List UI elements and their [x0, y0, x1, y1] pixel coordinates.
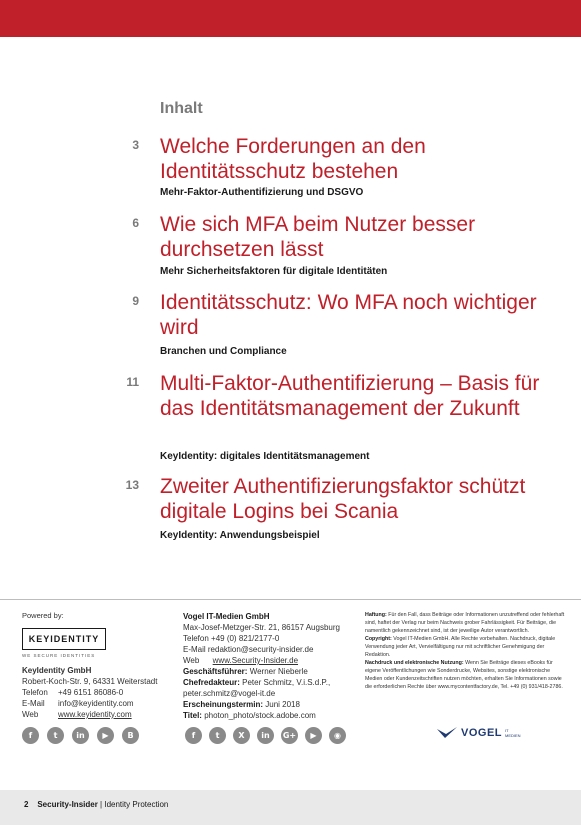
top-red-bar	[0, 0, 581, 37]
sponsor-phone: +49 6151 86086-0	[58, 688, 124, 697]
toc-subtitle: Mehr-Faktor-Authentifizierung und DSGVO	[160, 187, 364, 198]
vogel-logo-text: VOGEL	[461, 727, 503, 739]
release-date: Juni 2018	[265, 700, 300, 709]
title-credit-label: Titel:	[183, 711, 202, 720]
footer-brand: Security-Insider	[37, 800, 98, 809]
toc-page-number: 3	[132, 138, 139, 152]
toc-subtitle: Mehr Sicherheitsfaktoren für digitale Identitäten	[160, 266, 388, 277]
publisher-info	[183, 611, 353, 721]
toc-heading: Inhalt	[160, 100, 203, 117]
legal-info	[365, 611, 565, 691]
toc-title[interactable]: Welche Forderungen an den Identitätsschutz bestehen	[160, 135, 426, 183]
vogel-logo[interactable]	[436, 726, 521, 740]
sponsor-web-link[interactable]: www.keyidentity.com	[58, 710, 132, 719]
logo-tagline: WE SECURE IDENTITIES	[22, 653, 96, 658]
liability-label: Haftung:	[365, 612, 387, 618]
sponsor-address: Robert-Koch-Str. 9, 64331 Weiterstadt	[22, 677, 158, 686]
bird-icon	[436, 726, 458, 740]
reprint-text: Wenn Sie Beiträge dieses eBooks für eigene Veröffentlichungen wie Sonderdrucke, Websites, sonstige elektronische Medien oder Kundenzeitschriften nutzen möchten, erhalten Sie Informationen sowie die erforderlichen Rechte über www.mycontentfactory.de, Tel. +49 (0) 931/418-2786.	[365, 660, 563, 690]
linkedin-icon[interactable]: in	[257, 727, 274, 744]
sponsor-email-link[interactable]: info@keyidentity.com	[58, 699, 134, 708]
footer-divider	[0, 599, 581, 600]
sponsor-info	[22, 611, 172, 720]
release-label: Erscheinungstermin:	[183, 700, 264, 709]
managing-director-label: Geschäftsführer:	[183, 667, 248, 676]
youtube-icon[interactable]: ▶	[97, 727, 114, 744]
footer-section: Identity Protection	[104, 800, 169, 809]
toc-page-number: 11	[126, 375, 139, 389]
managing-director: Werner Nieberle	[249, 667, 308, 676]
editor-email[interactable]: peter.schmitz@vogel-it.de	[183, 689, 276, 698]
toc-title[interactable]: Identitätsschutz: Wo MFA noch wichtiger wird	[160, 291, 537, 339]
page-footer: 2 Security-Insider | Identity Protection	[0, 790, 581, 825]
vogel-logo-medien: MEDIEN	[505, 733, 521, 738]
liability-text: Für den Fall, dass Beiträge oder Informationen unzutreffend oder fehlerhaft sind, haftet der Verlag nur beim Nachweis grober Fahrlässigkeit. Für Beiträge, die namentlich gekennzeichnet sind, ist der jeweilige Autor verantwortlich.	[365, 612, 565, 634]
phone-label: Telefon	[22, 688, 48, 697]
toc-page-number: 13	[125, 478, 139, 492]
title-credit: photon_photo/stock.adobe.com	[204, 711, 316, 720]
twitter-icon[interactable]: t	[47, 727, 64, 744]
toc-subtitle: KeyIdentity: Anwendungsbeispiel	[160, 530, 320, 541]
youtube-icon[interactable]: ▶	[305, 727, 322, 744]
publisher-web-link[interactable]: www.Security-Insider.de	[212, 656, 299, 665]
publisher-company: Vogel IT-Medien GmbH	[183, 612, 270, 621]
blogger-icon[interactable]: B	[122, 727, 139, 744]
sponsor-social-icons	[22, 727, 139, 744]
reprint-label: Nachdruck und elektronische Nutzung:	[365, 660, 464, 666]
toc-page-number: 6	[132, 216, 139, 230]
twitter-icon[interactable]: t	[209, 727, 226, 744]
publisher-address: Max-Josef-Metzger-Str. 21, 86157 Augsburg	[183, 623, 340, 632]
publisher-social-icons	[185, 727, 346, 744]
keyidentity-logo[interactable]: KEYIDENTITY	[22, 628, 106, 650]
toc-title[interactable]: Wie sich MFA beim Nutzer besser durchsetzen lässt	[160, 213, 476, 261]
sponsor-company: KeyIdentity GmbH	[22, 666, 92, 675]
rss-icon[interactable]: ◉	[329, 727, 346, 744]
toc-title[interactable]: Multi-Faktor-Authentifizierung – Basis für das Identitätsmanagement der Zukunft	[160, 372, 540, 420]
toc-subtitle: KeyIdentity: digitales Identitätsmanagement	[160, 451, 370, 462]
email-label: E-Mail	[22, 699, 45, 708]
vogel-logo-it: IT	[505, 728, 509, 733]
editor-label: Chefredakteur:	[183, 678, 240, 687]
toc-subtitle: Branchen und Compliance	[160, 346, 287, 357]
publisher-phone: Telefon +49 (0) 821/2177-0	[183, 634, 280, 643]
copyright-label: Copyright:	[365, 636, 392, 642]
powered-by-label: Powered by:	[22, 611, 64, 620]
publisher-web-label: Web	[183, 656, 200, 665]
facebook-icon[interactable]: f	[185, 727, 202, 744]
linkedin-icon[interactable]: in	[72, 727, 89, 744]
page-number: 2	[24, 800, 29, 809]
copyright-text: Vogel IT-Medien GmbH. Alle Rechte vorbehalten. Nachdruck, digitale Verwendung jeder Art, Vervielfältigung nur mit schriftlicher Genehmigung der Redaktion.	[365, 636, 556, 658]
toc-title[interactable]: Zweiter Authentifizierungsfaktor schützt digitale Logins bei Scania	[160, 475, 526, 523]
editor-name: Peter Schmitz, V.i.S.d.P.,	[242, 678, 331, 687]
toc-page-number: 9	[132, 294, 139, 308]
googleplus-icon[interactable]: G+	[281, 727, 298, 744]
web-label: Web	[22, 710, 39, 719]
facebook-icon[interactable]: f	[22, 727, 39, 744]
publisher-email[interactable]: E-Mail redaktion@security-insider.de	[183, 645, 314, 654]
xing-icon[interactable]: X	[233, 727, 250, 744]
